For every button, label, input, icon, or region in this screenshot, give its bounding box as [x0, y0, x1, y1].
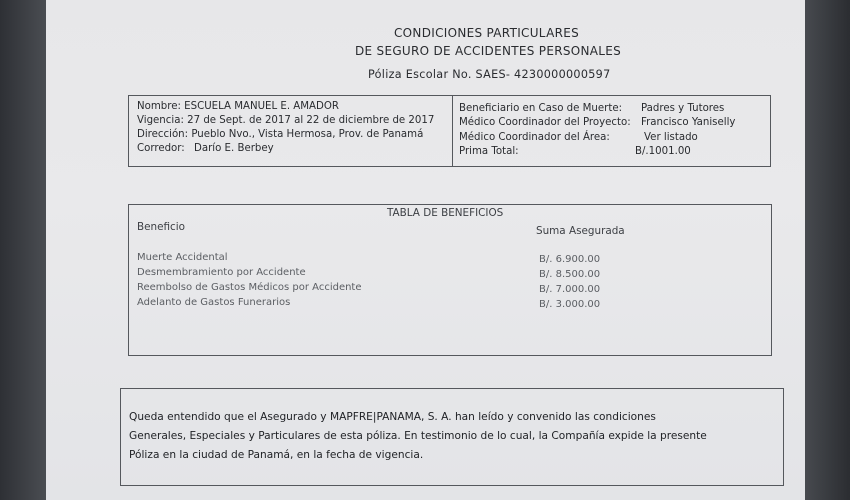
- info-name-row: Nombre: ESCUELA MANUEL E. AMADOR: [137, 101, 339, 112]
- benefit-row-amount: B/. 7.000.00: [539, 284, 601, 295]
- info-corredor-row: Corredor: Darío E. Berbey: [137, 143, 274, 154]
- info-direccion-row: Dirección: Pueblo Nvo., Vista Hermosa, Prov. de Panamá: [137, 129, 424, 140]
- benefits-col-benefit: Beneficio: [137, 221, 186, 233]
- info-medico-proyecto-value: Francisco Yaniselly: [641, 117, 736, 128]
- info-medico-proyecto-label: Médico Coordinador del Proyecto:: [459, 117, 631, 128]
- benefits-col-amount: Suma Asegurada: [536, 225, 625, 237]
- closing-statement: [129, 408, 774, 465]
- policy-info-box: [128, 95, 771, 167]
- photo-background-right: [805, 0, 850, 500]
- benefit-row-name: Reembolso de Gastos Médicos por Accidente: [137, 282, 362, 293]
- benefits-title: TABLA DE BENEFICIOS: [387, 207, 504, 219]
- benefits-table: [128, 204, 772, 356]
- benefit-row-amount: B/. 8.500.00: [539, 269, 601, 280]
- benefit-row-amount: B/. 6.900.00: [539, 254, 601, 265]
- closing-line-2: Generales, Especiales y Particulares de esta póliza. En testimonio de lo cual, la Compañía expide la presente: [129, 430, 707, 442]
- photo-background-left: [0, 0, 46, 500]
- closing-line-3: Póliza en la ciudad de Panamá, en la fecha de vigencia.: [129, 449, 424, 461]
- info-beneficiario-label: Beneficiario en Caso de Muerte:: [459, 103, 623, 114]
- info-divider: [452, 96, 453, 166]
- closing-line-1: Queda entendido que el Asegurado y MAPFRE|PANAMA, S. A. han leído y convenido las condiciones: [129, 411, 656, 423]
- info-medico-area-label: Médico Coordinador del Área:: [459, 132, 610, 143]
- policy-number: Póliza Escolar No. SAES- 4230000000597: [368, 68, 611, 81]
- benefit-row-name: Desmembramiento por Accidente: [137, 267, 306, 278]
- title-line-1: CONDICIONES PARTICULARES: [394, 26, 580, 40]
- title-line-2: DE SEGURO DE ACCIDENTES PERSONALES: [355, 44, 622, 58]
- info-prima-label: Prima Total:: [459, 146, 519, 157]
- info-medico-area-value: Ver listado: [644, 132, 698, 143]
- benefit-row-name: Adelanto de Gastos Funerarios: [137, 297, 291, 308]
- info-prima-value: B/.1001.00: [635, 146, 691, 157]
- info-beneficiario-value: Padres y Tutores: [641, 103, 725, 114]
- benefit-row-name: Muerte Accidental: [137, 252, 228, 263]
- document-page: [46, 0, 805, 500]
- info-vigencia-row: Vigencia: 27 de Sept. de 2017 al 22 de diciembre de 2017: [137, 115, 435, 126]
- benefit-row-amount: B/. 3.000.00: [539, 299, 601, 310]
